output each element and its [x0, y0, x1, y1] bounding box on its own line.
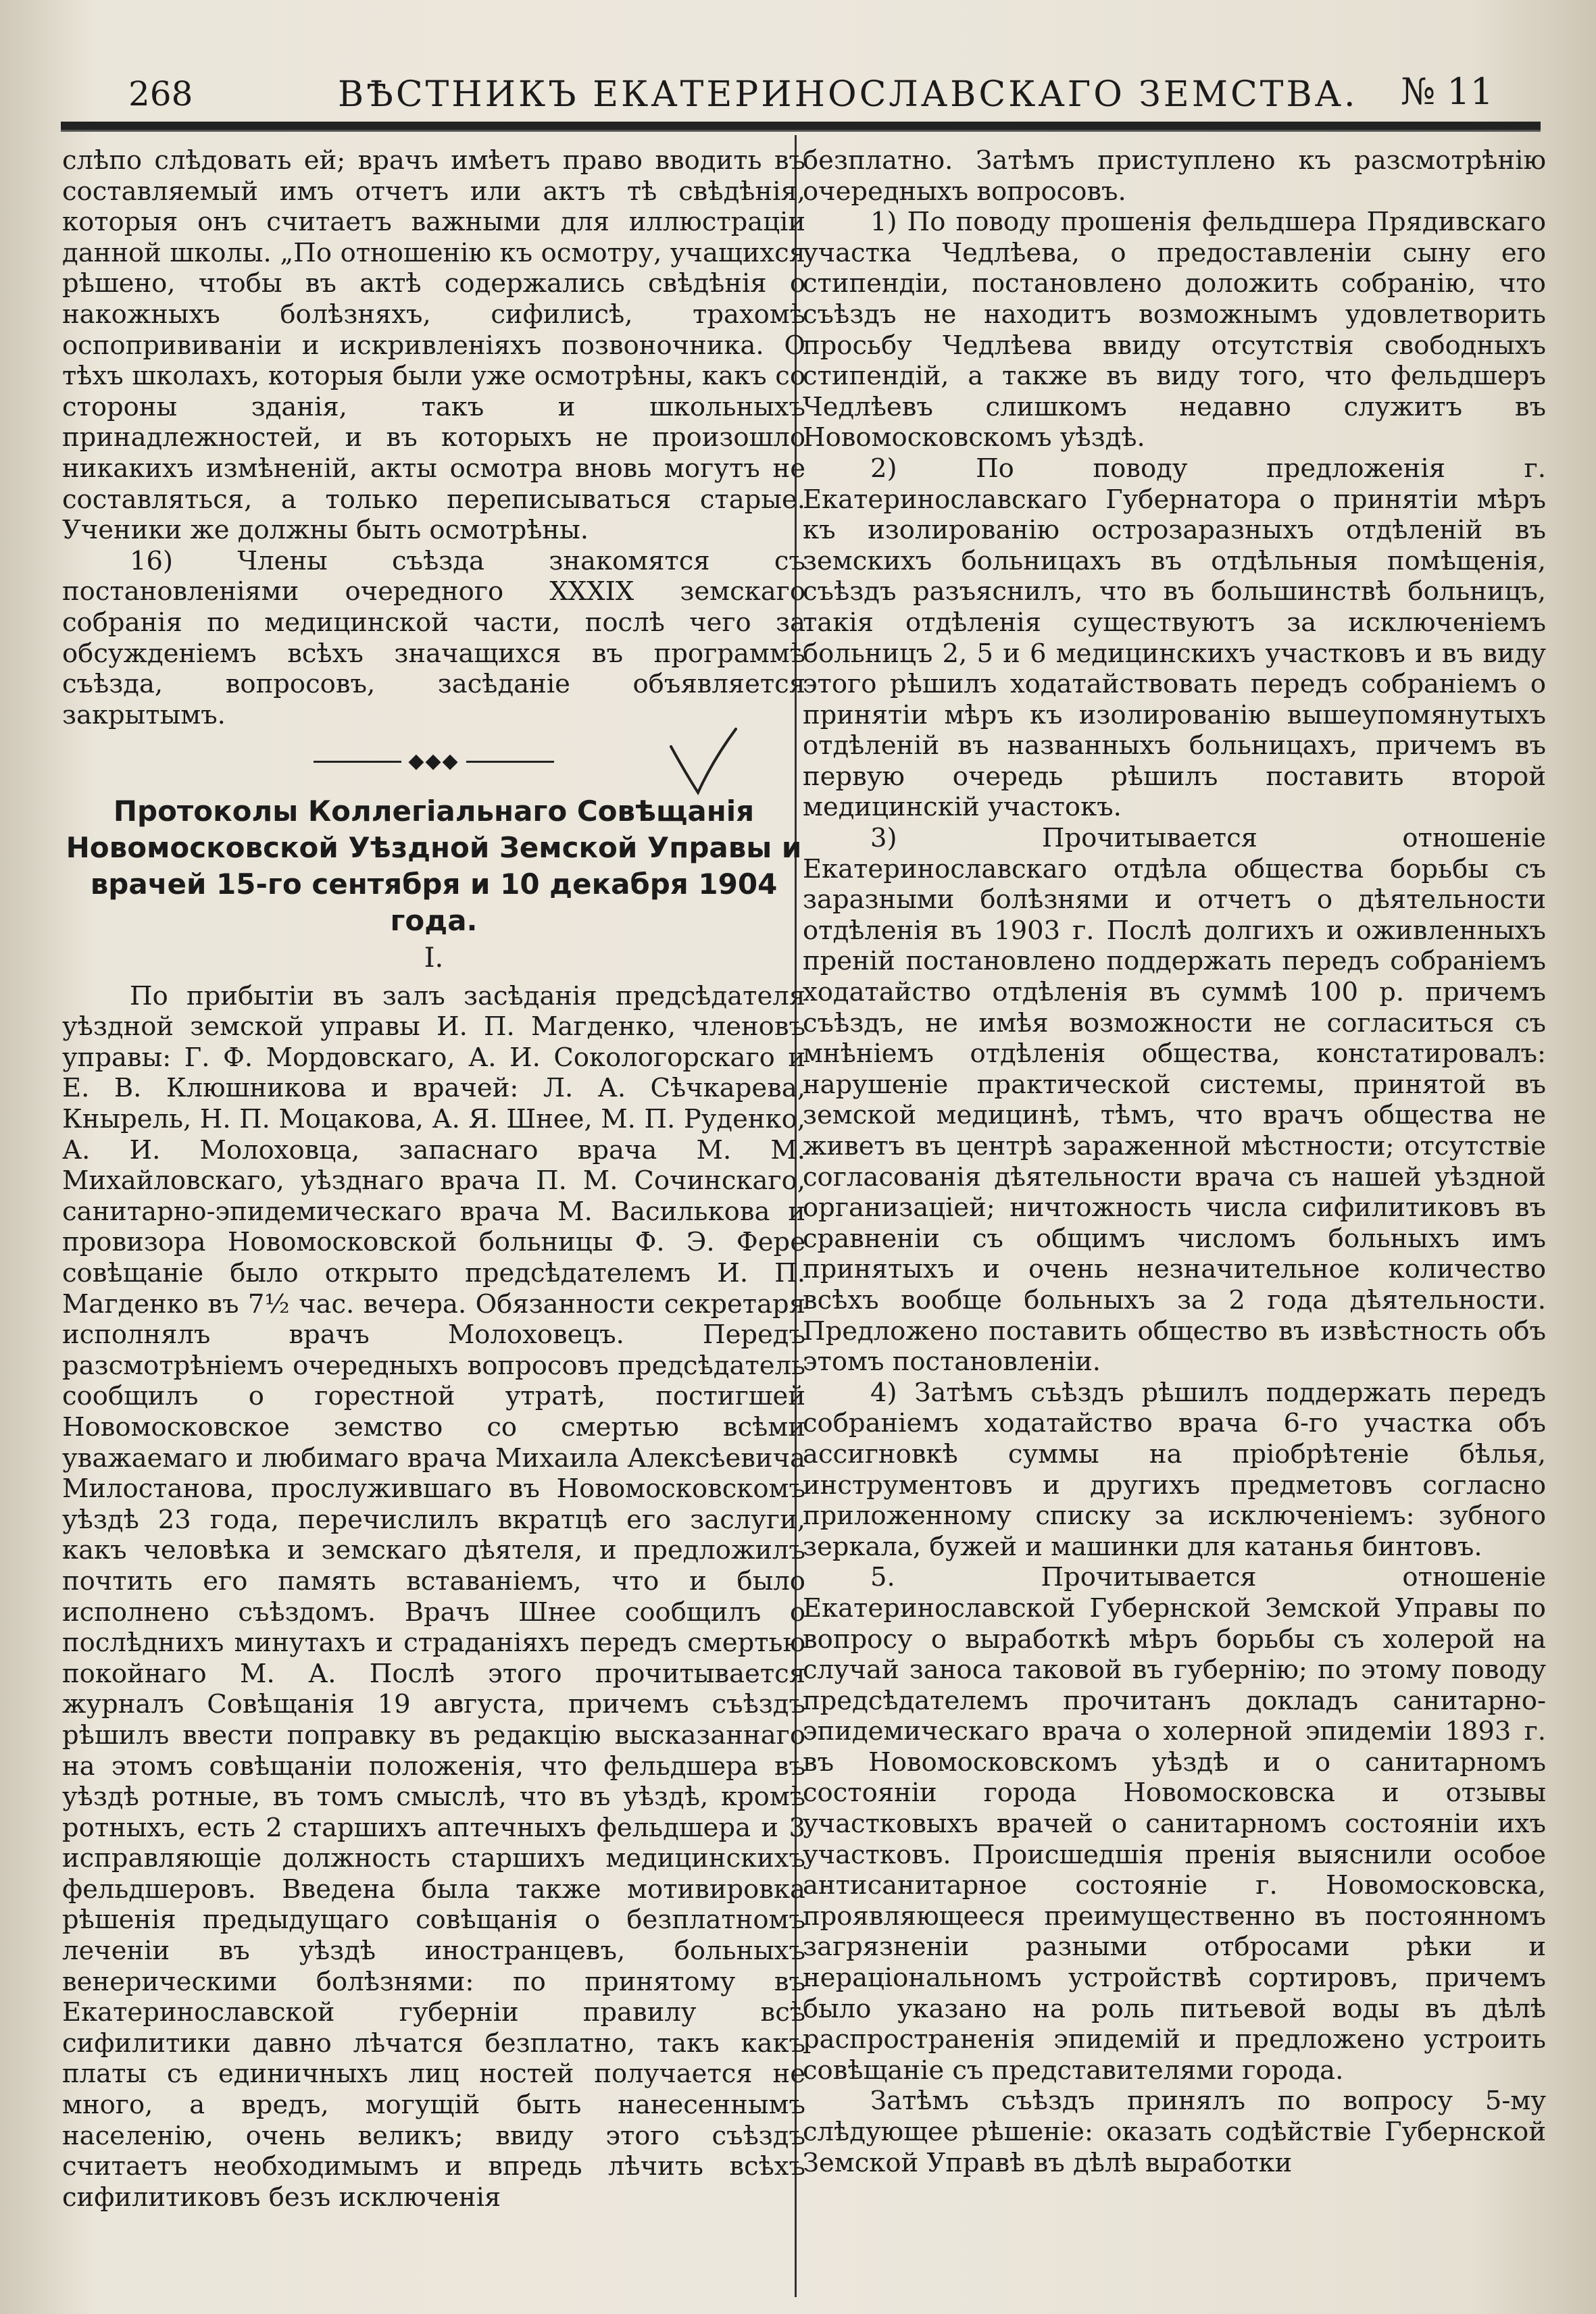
paragraph: 4) Затѣмъ съѣздъ рѣшилъ поддержать передъ собраніемъ ходатайство врача 6-го участка объ ассигновкѣ суммы на пріобрѣтеніе бѣлья, инструментовъ и другихъ предметовъ согласно приложенному списку за исключеніемъ: зубного зеркала, бужей и машинки для катанья бинтовъ.: [803, 1377, 1546, 1562]
paragraph: По прибытіи въ залъ засѣданія предсѣдателя уѣздной земской управы И. П. Магденко, членовъ управы: Г. Ф. Мордовскаго, А. И. Сокологорскаго и Е. В. Клюшникова и врачей: Л. А. Сѣчкарева, Кнырель, Н. П. Моцакова, А. Я. Шнее, М. П. Руденко, А. И. Молоховца, запаснаго врача М. М. Михайловскаго, уѣзднаго врача П. М. Сочинскаго, санитарно-эпидемическаго врача М. Василькова и провизора Новомосковской больницы Ф. Э. Фере совѣщаніе было открыто предсѣдателемъ И. П. Магденко въ 7½ час. вечера. Обязанности секретаря исполнялъ врачъ Молоховецъ. Передъ разсмотрѣніемъ очередныхъ вопросовъ предсѣдатель сообщилъ о горестной утратѣ, постигшей Новомосковское земство со смертью всѣми уважаемаго и любимаго врача Михаила Алексѣевича Милостанова, прослужившаго въ Новомосковскомъ уѣздѣ 23 года, перечислилъ вкратцѣ его заслуги, какъ человѣка и земскаго дѣятеля, и предложилъ почтить его память вставаніемъ, что и было исполнено съѣздомъ. Врачъ Шнее сообщилъ о послѣднихъ минутахъ и страданіяхъ передъ смертью покойнаго М. А. Послѣ этого прочитывается журналъ Совѣщанія 19 августа, причемъ съѣздъ рѣшилъ ввести поправку въ редакцію высказаннаго на этомъ совѣщаніи положенія, что фельдшера въ уѣздѣ ротные, въ томъ смыслѣ, что въ уѣздѣ, кромѣ ротныхъ, есть 2 старшихъ аптечныхъ фельдшера и 3 исправляющіе должность старшихъ медицинскихъ фельдшеровъ. Введена была также мотивировка рѣшенія предыдущаго совѣщанія о безплатномъ леченіи въ уѣздѣ иностранцевъ, больныхъ венерическими болѣзнями: по принятому въ Екатеринославской губерніи правилу всѣ сифилитики давно лѣчатся безплатно, такъ какъ платы съ единичныхъ лиц ностей получается не много, а вредъ, могущій быть нанесеннымъ населенію, очень великъ; ввиду этого съѣздъ считаетъ необходимымъ и впредь лѣчить всѣхъ сифилитиковъ безъ исключенія: [62, 980, 805, 2213]
page-header: [101, 41, 1493, 115]
header-rule: [61, 122, 1541, 132]
page-number: 268: [128, 74, 193, 114]
paragraph: безплатно. Затѣмъ приступлено къ разсмотрѣнію очередныхъ вопросовъ.: [803, 145, 1546, 207]
section-heading: Протоколы Коллегіальнаго Совѣщанія Новомосковской Уѣздной Земской Управы и врачей 15-го сентября и 10 декабря 1904 года.: [66, 795, 802, 938]
left-column: [62, 145, 805, 2287]
paragraph: 3) Прочитывается отношеніе Екатеринославскаго отдѣла общества борьбы съ заразными болѣзнями и отчетъ о дѣятельности отдѣленія въ 1903 г. Послѣ долгихъ и оживленныхъ преній постановлено поддержать передъ собраніемъ ходатайство отдѣленія въ суммѣ 100 р. причемъ съѣздъ, не имѣя возможности не согласиться съ мнѣніемъ отдѣленія общества, констатировалъ: нарушеніе практической системы, принятой въ земской медицинѣ, тѣмъ, что врачъ общества не живетъ въ центрѣ зараженной мѣстности; отсутствіе согласованія дѣятельности врача съ нашей уѣздной организаціей; ничтожность числа сифилитиковъ въ сравненіи съ общимъ числомъ больныхъ имъ принятыхъ и очень незначительное количество всѣхъ вообще больныхъ за 2 года дѣятельности. Предложено поставить общество въ извѣстность объ этомъ постановленіи.: [803, 823, 1546, 1378]
handwritten-checkmark-icon: [666, 726, 740, 801]
paragraph: 2) По поводу предложенія г. Екатеринославскаго Губернатора о принятіи мѣръ къ изолированію острозаразныхъ отдѣленій въ земскихъ больницахъ въ отдѣльныя помѣщенія, съѣздъ разъяснилъ, что въ большинствѣ больницъ, такія отдѣленія существуютъ за исключеніемъ больницъ 2, 5 и 6 медицинскихъ участковъ и въ виду этого рѣшилъ ходатайствовать передъ собраніемъ о принятіи мѣръ къ изолированію вышеупомянутыхъ отдѣленій въ названныхъ больницахъ, причемъ въ первую очередь рѣшилъ поставить второй медицинскій участокъ.: [803, 453, 1546, 823]
paragraph: 1) По поводу прошенія фельдшера Прядивскаго участка Чедлѣева, о предоставленіи сыну его стипендіи, постановлено доложить собранію, что съѣздъ не находитъ возможнымъ удовлетворить просьбу Чедлѣева ввиду отсутствія свободныхъ стипендій, а также въ виду того, что фельдшеръ Чедлѣевъ слишкомъ недавно служитъ въ Новомосковскомъ уѣздѣ.: [803, 207, 1546, 453]
issue-number: № 11: [1401, 70, 1493, 113]
ornament-divider-icon: ◆◆◆: [62, 745, 805, 777]
paragraph: слѣпо слѣдовать ей; врачъ имѣетъ право вводить въ составляемый имъ отчетъ или актъ тѣ свѣдѣнія, которыя онъ считаетъ важными для иллюстраціи данной школы. „По отношенію къ осмотру, учащихся рѣшено, чтобы въ актѣ содержались свѣдѣнія о накожныхъ болѣзняхъ, сифилисѣ, трахомѣ оспопрививаніи и искривленіяхъ позвоночника. О тѣхъ школахъ, которыя были уже осмотрѣны, какъ со стороны зданія, такъ и школьныхъ принадлежностей, и въ которыхъ не произошло никакихъ измѣненій, акты осмотра вновь могутъ не составляться, а только переписываться старые. Ученики же должны быть осмотрѣны.: [62, 145, 805, 546]
right-column: [803, 145, 1546, 2287]
paragraph: Затѣмъ съѣздъ принялъ по вопросу 5-му слѣдующее рѣшеніе: оказать содѣйствіе Губернской Земской Управѣ въ дѣлѣ выработки: [803, 2086, 1546, 2178]
paragraph: 16) Члены съѣзда знакомятся съ постановленіями очередного XXXIX земскаго собранія по медицинской части, послѣ чего за обсужденіемъ всѣхъ значащихся въ программѣ съѣзда, вопросовъ, засѣданіе объявляется закрытымъ.: [62, 545, 805, 730]
paragraph: 5. Прочитывается отношеніе Екатеринославской Губернской Земской Управы по вопросу о выработкѣ мѣръ борьбы съ холерой на случай заноса таковой въ губернію; по этому поводу предсѣдателемъ прочитанъ докладъ санитарно-эпидемическаго врача о холерной эпидеміи 1893 г. въ Новомосковскомъ уѣздѣ и о санитарномъ состояніи города Новомосковска и отзывы участковыхъ врачей о санитарномъ состояніи ихъ участковъ. Происшедшія пренія выяснили особое антисанитарное состояніе г. Новомосковска, проявляющееся преимущественно въ постоянномъ загрязненіи разными отбросами рѣки и нераціональномъ устройствѣ сортировъ, причемъ было указано на роль питьевой воды въ дѣлѣ распространенія эпидемій и предложено устроить совѣщаніе съ представителями города.: [803, 1562, 1546, 2086]
journal-title: ВѢСТНИКЪ ЕКАТЕРИНОСЛАВСКАГО ЗЕМСТВА.: [338, 74, 1358, 115]
section-number: I.: [424, 942, 444, 974]
